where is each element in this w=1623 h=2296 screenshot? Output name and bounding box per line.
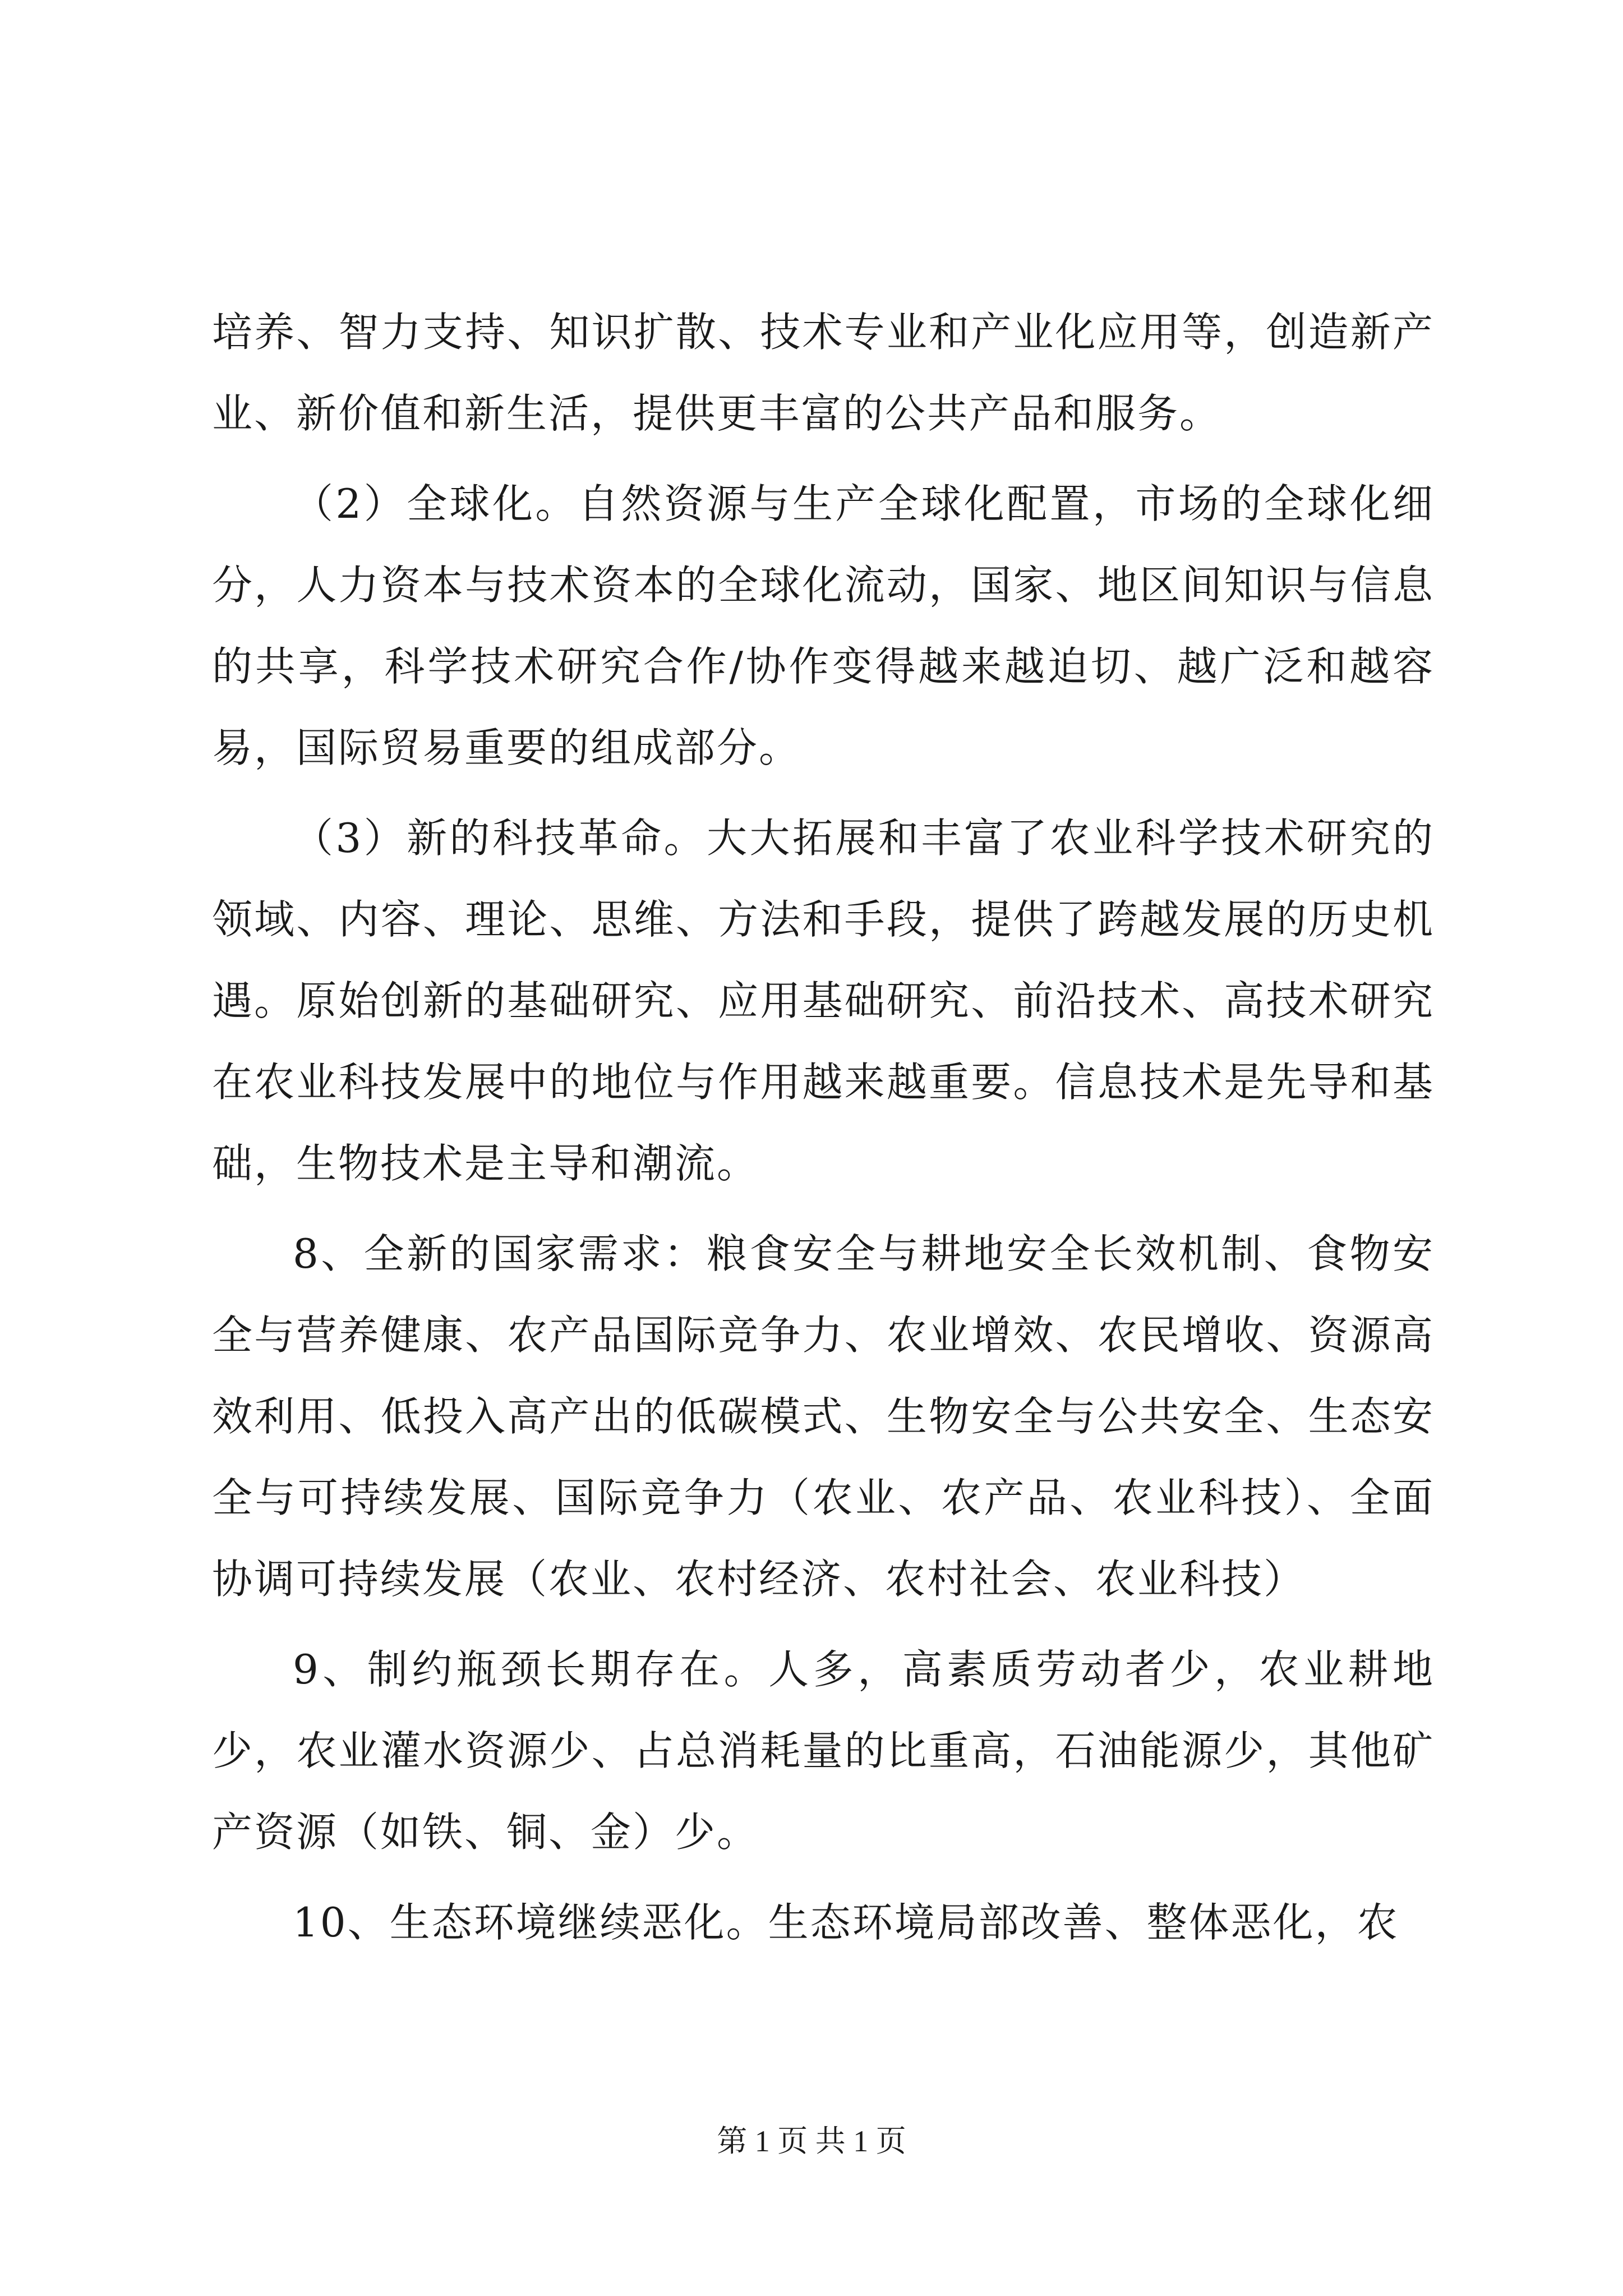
document-body: [212, 292, 1435, 1972]
paragraph-globalization: （2）全球化。自然资源与生产全球化配置，市场的全球化细分，人力资本与技术资本的全球化流动，国家、地区间知识与信息的共享，科学技术研究合作/协作变得越来越迫切、越广泛和越容易，国际贸易重要的组成部分。: [212, 480, 1435, 771]
page-footer: 第 1 页 共 1 页: [717, 2124, 906, 2158]
paragraph-continuation: 培养、智力支持、知识扩散、技术专业和产业化应用等，创造新产业、新价值和新生活，提供更丰富的公共产品和服务。: [212, 309, 1435, 437]
paragraph-national-needs: 8、全新的国家需求：粮食安全与耕地安全长效机制、食物安全与营养健康、农产品国际竞争力、农业增效、农民增收、资源高效利用、低投入高产出的低碳模式、生物安全与公共安全、生态安全与可持续发展、国际竞争力（农业、农产品、农业科技）、全面协调可持续发展（农业、农村经济、农村社会、农业科技）: [212, 1230, 1435, 1603]
paragraph-bottlenecks: 9、制约瓶颈长期存在。人多，高素质劳动者少，农业耕地少，农业灌水资源少、占总消耗量的比重高，石油能源少，其他矿产资源（如铁、铜、金）少。: [212, 1646, 1435, 1856]
paragraph-ecology: 10、生态环境继续恶化。生态环境局部改善、整体恶化，农: [293, 1899, 1399, 1946]
paragraph-tech-revolution: （3）新的科技革命。大大拓展和丰富了农业科学技术研究的领域、内容、理论、思维、方法和手段，提供了跨越发展的历史机遇。原始创新的基础研究、应用基础研究、前沿技术、高技术研究在农业科技发展中的地位与作用越来越重要。信息技术是先导和基础，生物技术是主导和潮流。: [212, 815, 1435, 1187]
